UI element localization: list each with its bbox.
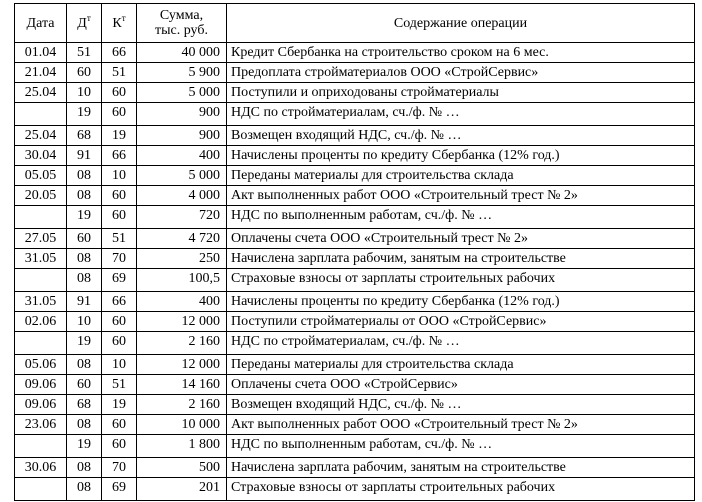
cell-amount: 100,5 [137,269,227,292]
table-row [15,166,695,186]
cell-debit-account: 60 [67,229,102,249]
cell-amount: 400 [137,292,227,312]
cell-description: Начислена зарплата рабочим, занятым на строительстве [227,458,695,478]
cell-date [15,206,67,229]
cell-description: Возмещен входящий НДС, сч./ф. № … [227,395,695,415]
cell-description: Переданы материалы для строительства склада [227,166,695,186]
cell-date: 09.06 [15,375,67,395]
cell-date: 25.04 [15,83,67,103]
header-debit-sup: т [86,12,91,23]
cell-date [15,103,67,126]
cell-description: НДС по стройматериалам, сч./ф. № … [227,332,695,355]
cell-debit-account: 10 [67,83,102,103]
cell-description: НДС по стройматериалам, сч./ф. № … [227,103,695,126]
cell-amount: 500 [137,458,227,478]
cell-description: Оплачены счета ООО «Строительный трест № 2» [227,229,695,249]
cell-date: 05.05 [15,166,67,186]
cell-debit-account: 08 [67,478,102,501]
cell-date: 23.06 [15,415,67,435]
cell-credit-account: 60 [102,103,137,126]
table-row [15,186,695,206]
table-row [15,269,695,292]
cell-date: 20.05 [15,186,67,206]
cell-credit-account: 66 [102,146,137,166]
cell-amount: 14 160 [137,375,227,395]
cell-amount: 10 000 [137,415,227,435]
table-row [15,63,695,83]
table-row [15,415,695,435]
cell-credit-account: 60 [102,332,137,355]
table-body [15,43,695,501]
cell-amount: 720 [137,206,227,229]
cell-credit-account: 60 [102,83,137,103]
cell-date [15,478,67,501]
cell-debit-account: 91 [67,292,102,312]
cell-credit-account: 19 [102,395,137,415]
table-row [15,103,695,126]
cell-description: Предоплата стройматериалов ООО «СтройСервис» [227,63,695,83]
cell-debit-account: 08 [67,186,102,206]
cell-credit-account: 60 [102,415,137,435]
cell-debit-account: 19 [67,206,102,229]
cell-debit-account: 08 [67,355,102,375]
header-sum: Сумма, тыс. руб. [137,4,227,43]
cell-credit-account: 51 [102,375,137,395]
cell-credit-account: 60 [102,312,137,332]
table-row [15,375,695,395]
cell-debit-account: 91 [67,146,102,166]
cell-amount: 12 000 [137,312,227,332]
cell-description: Переданы материалы для строительства склада [227,355,695,375]
cell-debit-account: 51 [67,43,102,63]
header-date: Дата [15,4,67,43]
cell-date: 31.05 [15,292,67,312]
cell-debit-account: 08 [67,166,102,186]
cell-description: НДС по выполненным работам, сч./ф. № … [227,206,695,229]
cell-credit-account: 69 [102,478,137,501]
cell-description: Кредит Сбербанка на строительство сроком на 6 мес. [227,43,695,63]
table-row [15,435,695,458]
table-row [15,43,695,63]
cell-amount: 201 [137,478,227,501]
cell-amount: 900 [137,103,227,126]
table-row [15,146,695,166]
table-header-row [15,4,695,43]
cell-credit-account: 70 [102,458,137,478]
operations-ledger-table [14,3,695,501]
cell-amount: 2 160 [137,395,227,415]
cell-amount: 4 720 [137,229,227,249]
table-row [15,206,695,229]
header-description: Содержание операции [227,4,695,43]
table-row [15,312,695,332]
cell-date [15,435,67,458]
cell-credit-account: 66 [102,292,137,312]
cell-date: 02.06 [15,312,67,332]
cell-credit-account: 10 [102,355,137,375]
cell-amount: 5 000 [137,166,227,186]
cell-credit-account: 60 [102,435,137,458]
cell-amount: 5 900 [137,63,227,83]
cell-amount: 250 [137,249,227,269]
cell-amount: 1 800 [137,435,227,458]
cell-date: 31.05 [15,249,67,269]
cell-debit-account: 19 [67,103,102,126]
cell-description: Оплачены счета ООО «СтройСервис» [227,375,695,395]
cell-description: Акт выполненных работ ООО «Строительный трест № 2» [227,186,695,206]
table-row [15,332,695,355]
table-row [15,292,695,312]
cell-amount: 12 000 [137,355,227,375]
cell-amount: 400 [137,146,227,166]
table-row [15,229,695,249]
cell-credit-account: 66 [102,43,137,63]
cell-description: Начислена зарплата рабочим, занятым на строительстве [227,249,695,269]
table-row [15,458,695,478]
cell-credit-account: 70 [102,249,137,269]
cell-debit-account: 68 [67,395,102,415]
cell-description: Начислены проценты по кредиту Сбербанка (12% год.) [227,146,695,166]
header-credit-sup: т [121,12,126,23]
cell-debit-account: 08 [67,249,102,269]
cell-debit-account: 19 [67,435,102,458]
cell-debit-account: 68 [67,126,102,146]
cell-amount: 5 000 [137,83,227,103]
cell-date: 25.04 [15,126,67,146]
table-row [15,355,695,375]
header-debit: $Д^т$ [67,4,102,43]
cell-debit-account: 60 [67,63,102,83]
cell-description: Возмещен входящий НДС, сч./ф. № … [227,126,695,146]
cell-description: Страховые взносы от зарплаты строительных рабочих [227,478,695,501]
cell-amount: 4 000 [137,186,227,206]
cell-date: 05.06 [15,355,67,375]
cell-date: 30.04 [15,146,67,166]
cell-description: Акт выполненных работ ООО «Строительный трест № 2» [227,415,695,435]
cell-amount: 40 000 [137,43,227,63]
cell-date: 21.04 [15,63,67,83]
cell-credit-account: 51 [102,229,137,249]
table-row [15,395,695,415]
cell-date: 09.06 [15,395,67,415]
cell-description: Поступили стройматериалы от ООО «СтройСервис» [227,312,695,332]
cell-credit-account: 69 [102,269,137,292]
cell-credit-account: 19 [102,126,137,146]
cell-credit-account: 60 [102,206,137,229]
cell-debit-account: 60 [67,375,102,395]
header-credit: $К^т$ [102,4,137,43]
cell-date: 30.06 [15,458,67,478]
cell-date: 27.05 [15,229,67,249]
cell-description: Поступили и оприходованы стройматериалы [227,83,695,103]
table-row [15,126,695,146]
cell-credit-account: 60 [102,186,137,206]
cell-debit-account: 08 [67,269,102,292]
table-row [15,83,695,103]
cell-debit-account: 19 [67,332,102,355]
cell-description: Страховые взносы от зарплаты строительных рабочих [227,269,695,292]
cell-credit-account: 51 [102,63,137,83]
cell-date [15,269,67,292]
cell-description: Начислены проценты по кредиту Сбербанка (12% год.) [227,292,695,312]
table-row [15,249,695,269]
cell-amount: 900 [137,126,227,146]
cell-date [15,332,67,355]
cell-debit-account: 08 [67,415,102,435]
cell-date: 01.04 [15,43,67,63]
cell-credit-account: 10 [102,166,137,186]
cell-description: НДС по выполненным работам, сч./ф. № … [227,435,695,458]
cell-amount: 2 160 [137,332,227,355]
cell-debit-account: 10 [67,312,102,332]
cell-debit-account: 08 [67,458,102,478]
table-row [15,478,695,501]
